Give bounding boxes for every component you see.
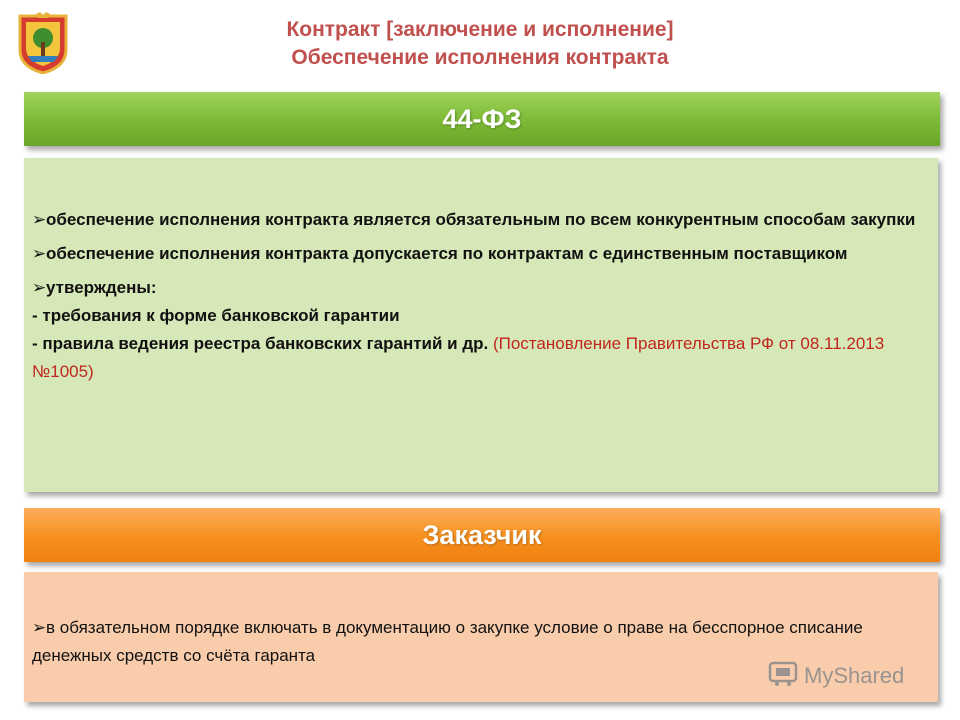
slide-title-line2: Обеспечение исполнения контракта <box>291 46 669 69</box>
bullet-text: в обязательном порядке включать в документацию о закупке условие о праве на бесспорное списание денежных средств со счёта гаранта <box>32 618 863 665</box>
coat-of-arms-emblem <box>18 12 68 74</box>
slide-title-line1: Контракт [заключение и исполнение] <box>286 18 674 41</box>
bullet-text: обеспечение исполнения контракта является обязательным по всем конкурентным способам закупки <box>46 210 916 229</box>
section-header-customer: Заказчик <box>24 508 940 562</box>
bullet-text: обеспечение исполнения контракта допускается по контрактам с единственным поставщиком <box>46 244 848 263</box>
requirement-line: - требования к форме банковской гарантии <box>32 306 400 325</box>
arrow-bullet-icon: ➢ <box>32 278 47 297</box>
bullet-lead-text: утверждены: <box>46 278 157 297</box>
bullet-item <box>32 206 924 234</box>
slide-title <box>150 16 810 72</box>
arrow-bullet-icon: ➢ <box>32 210 47 229</box>
watermark <box>768 658 928 694</box>
arrow-bullet-icon: ➢ <box>32 244 47 263</box>
bullet-item <box>32 274 924 386</box>
requirement-line: - правила ведения реестра банковских гарантий и др. <box>32 334 493 353</box>
arrow-bullet-icon: ➢ <box>32 618 47 637</box>
cart-icon <box>768 659 798 693</box>
section-content-44fz <box>24 158 938 492</box>
watermark-text: MyShared <box>804 663 905 688</box>
bullet-item <box>32 240 924 268</box>
section-header-44fz: 44-ФЗ <box>24 92 940 146</box>
regulation-reference: (Постановление Правительства РФ от 08.11.2013 №1005) <box>32 334 885 381</box>
